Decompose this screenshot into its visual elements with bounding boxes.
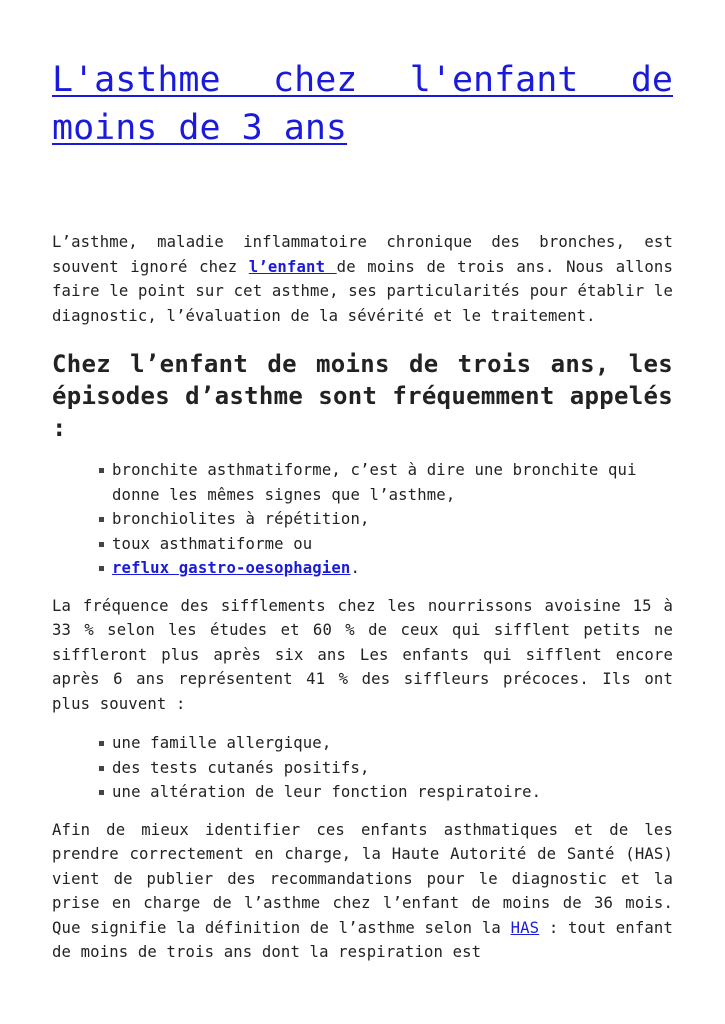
bullet-icon: [99, 566, 104, 571]
intro-text-end: de moins de trois ans. Nous allons faire le point sur cet asthme, ses particularités pour établir le diagnostic, l’évaluation de la sévérité et le traitement.: [52, 257, 673, 325]
article-title: [52, 56, 673, 152]
list-item: [98, 556, 673, 581]
section-heading: Chez l’enfant de moins de trois ans, les épisodes d’asthme sont fréquemment appelés :: [52, 350, 673, 442]
article: [52, 56, 673, 965]
list-item: [98, 532, 673, 557]
list-item: [98, 458, 673, 507]
list-item-text: bronchite asthmatiforme, c’est à dire une bronchite qui donne les mêmes signes que l’asthme,: [112, 461, 637, 504]
list-item-text: une famille allergique,: [112, 734, 332, 752]
risk-factors-list: [52, 731, 673, 805]
has-text-end: : tout enfant de moins de trois ans dont la respiration est: [52, 918, 673, 961]
episode-names-list: [52, 458, 673, 581]
frequency-paragraph: La fréquence des sifflements chez les nourrissons avoisine 15 à 33 % selon les études et 60 % de ceux qui sifflent petits ne siffleront plus après six ans Les enfants qui sifflent encore après 6 ans représentent 41 % des siffleurs précoces. Ils ont plus souvent :: [52, 596, 673, 713]
list-item: [98, 507, 673, 532]
list-item: [98, 731, 673, 756]
list-item-text: des tests cutanés positifs,: [112, 758, 370, 777]
intro-text-start: L’asthme, maladie inflammatoire chronique des bronches, est souvent ignoré chez: [52, 233, 673, 276]
has-link[interactable]: HAS: [510, 918, 540, 937]
bullet-icon: [99, 468, 104, 473]
bullet-icon: [99, 741, 104, 746]
has-paragraph: [52, 818, 673, 965]
intro-paragraph: [52, 230, 673, 328]
article-title-link[interactable]: L'asthme chez l'enfant de moins de 3 ans: [52, 60, 673, 148]
list-item-suffix: .: [350, 559, 361, 577]
reflux-link[interactable]: reflux gastro-oesophagien: [112, 559, 351, 577]
bullet-icon: [99, 542, 104, 547]
list-item-text: bronchiolites à répétition,: [112, 510, 370, 528]
bullet-icon: [99, 766, 104, 771]
list-item: [98, 780, 673, 805]
enfant-link[interactable]: l’enfant: [248, 257, 337, 276]
bullet-icon: [99, 790, 104, 795]
list-item: [98, 756, 673, 781]
has-text-start: Afin de mieux identifier ces enfants asthmatiques et de les prendre correctement en charge, la Haute Autorité de Santé (HAS) vient de publier des recommandations pour le diagnostic et la prise en charge de l’asthme chez l’enfant de moins de 36 mois. Que signifie la définition de l’asthme selon la: [52, 820, 673, 937]
list-item-text: toux asthmatiforme ou: [112, 534, 313, 553]
list-item-text: une altération de leur fonction respiratoire.: [112, 783, 542, 801]
bullet-icon: [99, 517, 104, 522]
